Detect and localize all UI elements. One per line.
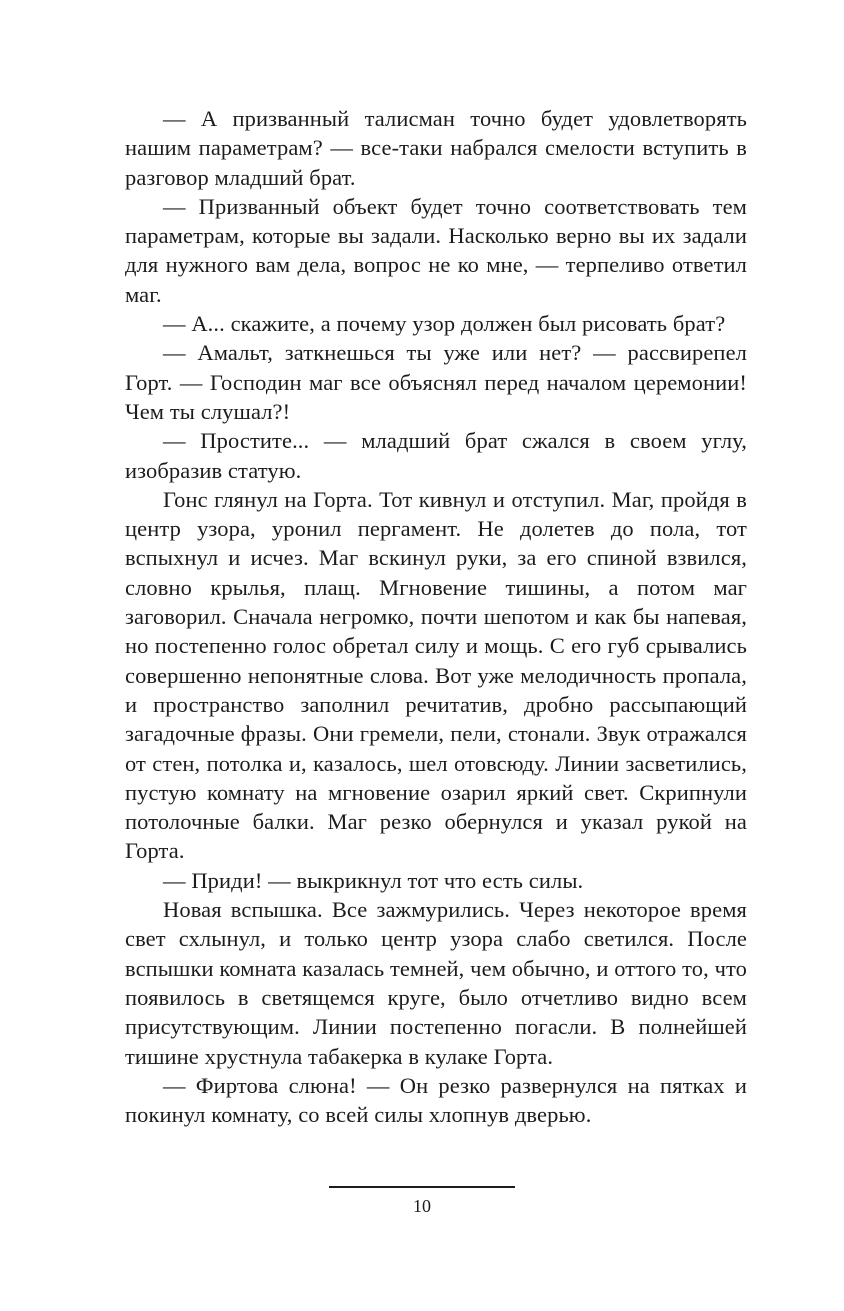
paragraph: — Призванный объект будет точно соответствовать тем параметрам, которые вы задали. Насколько верно вы их задали для нужного вам дела, вопрос не ко мне, — терпеливо ответил маг. — [125, 193, 747, 307]
footer-divider — [329, 1186, 515, 1188]
paragraph: — Простите... — младший брат сжался в своем углу, изобразив статую. — [125, 428, 747, 483]
paragraph: — А... скажите, а почему узор должен был рисовать брат? — [163, 311, 726, 337]
page-footer — [0, 1186, 844, 1217]
paragraph: — Амальт, заткнешься ты уже или нет? — рассвирепел Горт. — Господин маг все объяснял перед началом церемонии! Чем ты слушал?! — [125, 340, 747, 424]
paragraph: — Фиртова слюна! — Он резко развернулся на пятках и покинул комнату, со всей силы хлопнув дверью. — [125, 1072, 747, 1128]
paragraph: — Приди! — выкрикнул тот что есть силы. — [163, 867, 584, 893]
paragraph: Гонс глянул на Горта. Тот кивнул и отступил. Маг, пройдя в центр узора, уронил пергамент. Не долетев до пола, тот вспыхнул и исчез. Маг вскинул руки, за его спиной взвился, словно крылья, плащ. Мгновение тишины, а потом маг заговорил. Сначала негромко, почти шепотом и как бы напевая, но постепенно голос обретал силу и мощь. С его губ срывались совершенно непонятные слова. Вот уже мелодичность пропала, и пространство заполнил речитатив, дробно рассыпающий загадочные фразы. Они гремели, пели, стонали. Звук отражался от стен, потолка и, казалось, шел отовсюду. Линии засветились, пустую комнату на мгновение озарил яркий свет. Скрипнули потолочные балки. Маг резко обернулся и указал рукой на Горта. — [125, 486, 747, 864]
page-number: 10 — [413, 1196, 431, 1216]
paragraph: — А призванный талисман точно будет удовлетворять нашим параметрам? — все-таки набрался смелости вступить в разговор младший брат. — [125, 106, 747, 190]
paragraph: Новая вспышка. Все зажмурились. Через некоторое время свет схлынул, и только центр узора слабо светился. После вспышки комната казалась темней, чем обычно, и оттого то, что появилось в светящемся круге, было отчетливо видно всем присутствующим. Линии постепенно погасли. В полнейшей тишине хрустнула табакерка в кулаке Горта. — [125, 897, 747, 1069]
text-block — [125, 104, 747, 1129]
